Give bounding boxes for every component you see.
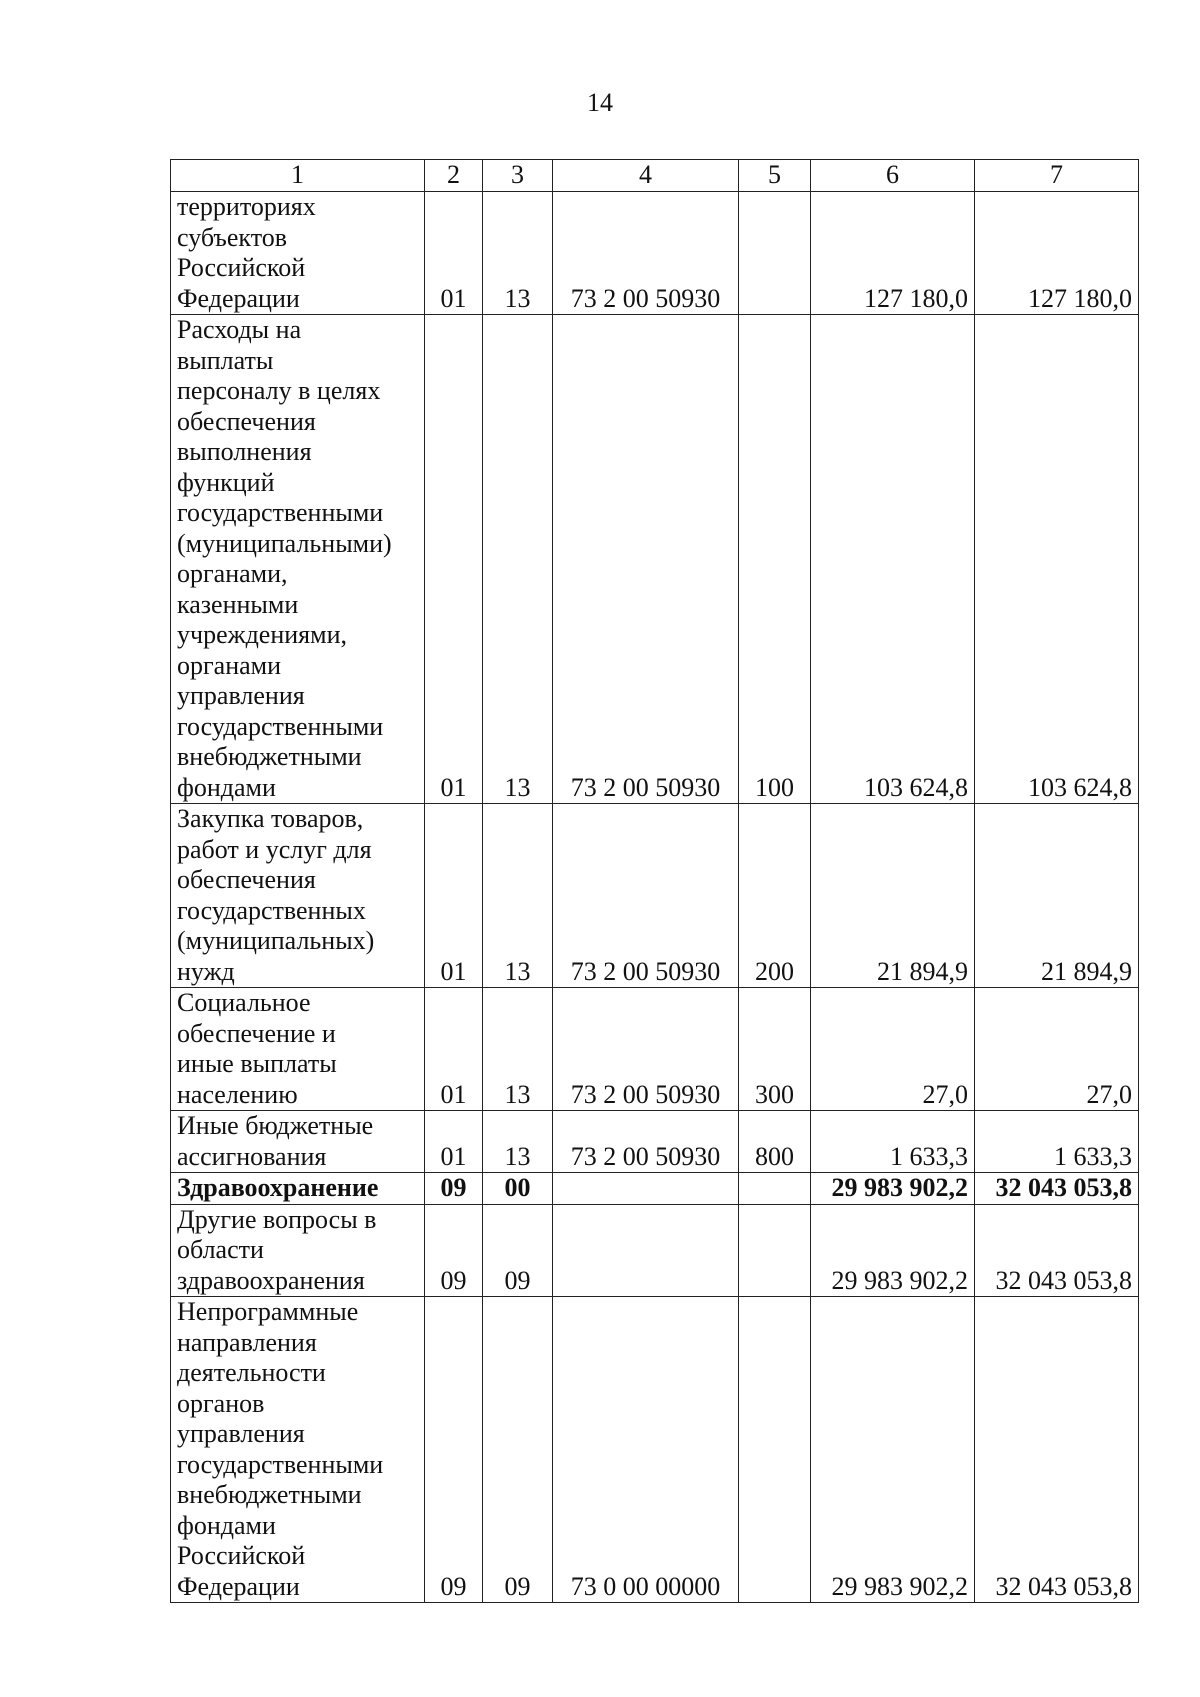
subsection-code-cell: 13 bbox=[483, 1111, 553, 1173]
budget-table bbox=[170, 159, 1139, 1603]
item-name-line: обеспечения bbox=[177, 865, 316, 894]
subsection-code-cell: 09 bbox=[483, 1204, 553, 1297]
item-name-line: работ и услуг для bbox=[177, 834, 372, 864]
item-name-line: выполнения bbox=[177, 437, 312, 466]
section-code-cell: 01 bbox=[425, 315, 483, 804]
item-name-cell bbox=[171, 315, 425, 804]
item-name-line: деятельности bbox=[177, 1358, 326, 1387]
item-name-line: Непрограммные bbox=[177, 1297, 359, 1326]
table-row bbox=[171, 1297, 1139, 1603]
amount-col7-cell: 21 894,9 bbox=[975, 804, 1139, 988]
target-article-cell: 73 2 00 50930 bbox=[553, 988, 739, 1111]
item-name-line: Федерации bbox=[177, 1571, 300, 1601]
item-name-line: (муниципальными) bbox=[177, 528, 392, 558]
column-header-6: 6 bbox=[811, 160, 975, 192]
item-name-line: выплаты bbox=[177, 345, 274, 375]
target-article-cell: 73 2 00 50930 bbox=[553, 804, 739, 988]
table-header-row bbox=[171, 160, 1139, 192]
subsection-code-cell: 13 bbox=[483, 804, 553, 988]
expense-type-cell: 200 bbox=[739, 804, 811, 988]
section-code-cell: 01 bbox=[425, 1111, 483, 1173]
subsection-code-cell: 13 bbox=[483, 315, 553, 804]
amount-col6-cell: 21 894,9 bbox=[811, 804, 975, 988]
item-name-line: органов bbox=[177, 1388, 265, 1418]
item-name-line: государственных bbox=[177, 895, 366, 925]
amount-col7-cell: 127 180,0 bbox=[975, 192, 1139, 315]
amount-col7-cell: 27,0 bbox=[975, 988, 1139, 1111]
item-name-line: государственными bbox=[177, 711, 384, 741]
table-row bbox=[171, 804, 1139, 988]
item-name-line: персоналу в целях bbox=[177, 376, 381, 405]
amount-col6-cell: 29 983 902,2 bbox=[811, 1173, 975, 1205]
item-name-cell bbox=[171, 804, 425, 988]
section-code-cell: 09 bbox=[425, 1204, 483, 1297]
expense-type-cell: 300 bbox=[739, 988, 811, 1111]
item-name-cell bbox=[171, 1297, 425, 1603]
item-name-line: фондами bbox=[177, 772, 276, 802]
target-article-cell: 73 0 00 00000 bbox=[553, 1297, 739, 1603]
item-name-cell bbox=[171, 988, 425, 1111]
table-body bbox=[171, 192, 1139, 1603]
amount-col7-cell: 32 043 053,8 bbox=[975, 1297, 1139, 1603]
target-article-cell: 73 2 00 50930 bbox=[553, 315, 739, 804]
item-name-line: Расходы на bbox=[177, 315, 302, 344]
item-name-line: Российской bbox=[177, 1541, 306, 1570]
table-row bbox=[171, 192, 1139, 315]
amount-col7-cell: 1 633,3 bbox=[975, 1111, 1139, 1173]
column-header-2: 2 bbox=[425, 160, 483, 192]
section-code-cell: 09 bbox=[425, 1173, 483, 1205]
column-header-7: 7 bbox=[975, 160, 1139, 192]
item-name-line: казенными bbox=[177, 589, 299, 619]
item-name-line: управления bbox=[177, 1419, 305, 1448]
section-code-cell: 09 bbox=[425, 1297, 483, 1603]
expense-type-cell bbox=[739, 192, 811, 315]
subsection-code-cell: 09 bbox=[483, 1297, 553, 1603]
table-row bbox=[171, 1173, 1139, 1205]
item-name-line: Социальное bbox=[177, 988, 311, 1017]
table-row bbox=[171, 988, 1139, 1111]
table-row bbox=[171, 1204, 1139, 1297]
expense-type-cell bbox=[739, 1173, 811, 1205]
target-article-cell bbox=[553, 1204, 739, 1297]
item-name-line: Федерации bbox=[177, 283, 300, 313]
item-name-line: Иные бюджетные bbox=[177, 1111, 374, 1140]
item-name-line: функций bbox=[177, 467, 275, 497]
amount-col7-cell: 103 624,8 bbox=[975, 315, 1139, 804]
item-name-line: Закупка товаров, bbox=[177, 804, 364, 833]
table-row bbox=[171, 315, 1139, 804]
item-name-line: обеспечения bbox=[177, 406, 316, 436]
item-name-line: населению bbox=[177, 1079, 298, 1109]
amount-col6-cell: 127 180,0 bbox=[811, 192, 975, 315]
item-name-line: Здравоохранение bbox=[177, 1173, 379, 1202]
item-name-line: области bbox=[177, 1235, 264, 1264]
expense-type-cell bbox=[739, 1297, 811, 1603]
section-code-cell: 01 bbox=[425, 804, 483, 988]
item-name-line: органами bbox=[177, 650, 282, 680]
column-header-5: 5 bbox=[739, 160, 811, 192]
item-name-line: государственными bbox=[177, 498, 384, 527]
item-name-line: учреждениями, bbox=[177, 620, 348, 649]
page-number: 14 bbox=[587, 88, 613, 117]
amount-col7-cell: 32 043 053,8 bbox=[975, 1204, 1139, 1297]
item-name-line: здравоохранения bbox=[177, 1265, 365, 1295]
item-name-line: Российской bbox=[177, 253, 306, 282]
target-article-cell: 73 2 00 50930 bbox=[553, 192, 739, 315]
item-name-line: иные выплаты bbox=[177, 1049, 337, 1078]
item-name-line: нужд bbox=[177, 956, 235, 986]
subsection-code-cell: 13 bbox=[483, 192, 553, 315]
item-name-line: внебюджетными bbox=[177, 742, 362, 771]
item-name-cell bbox=[171, 1204, 425, 1297]
item-name-line: направления bbox=[177, 1327, 317, 1357]
expense-type-cell: 800 bbox=[739, 1111, 811, 1173]
expense-type-cell: 100 bbox=[739, 315, 811, 804]
item-name-line: фондами bbox=[177, 1510, 276, 1540]
amount-col6-cell: 103 624,8 bbox=[811, 315, 975, 804]
item-name-cell bbox=[171, 192, 425, 315]
item-name-line: управления bbox=[177, 681, 305, 710]
item-name-line: территориях bbox=[177, 192, 316, 221]
column-header-1: 1 bbox=[171, 160, 425, 192]
item-name-line: ассигнования bbox=[177, 1141, 327, 1171]
item-name-cell bbox=[171, 1111, 425, 1173]
target-article-cell bbox=[553, 1173, 739, 1205]
target-article-cell: 73 2 00 50930 bbox=[553, 1111, 739, 1173]
amount-col6-cell: 29 983 902,2 bbox=[811, 1297, 975, 1603]
item-name-line: обеспечение и bbox=[177, 1018, 336, 1048]
subsection-code-cell: 00 bbox=[483, 1173, 553, 1205]
expense-type-cell bbox=[739, 1204, 811, 1297]
amount-col6-cell: 1 633,3 bbox=[811, 1111, 975, 1173]
table-row bbox=[171, 1111, 1139, 1173]
item-name-line: Другие вопросы в bbox=[177, 1204, 377, 1234]
item-name-line: государственными bbox=[177, 1449, 384, 1479]
amount-col6-cell: 27,0 bbox=[811, 988, 975, 1111]
section-code-cell: 01 bbox=[425, 988, 483, 1111]
item-name-line: органами, bbox=[177, 559, 288, 588]
item-name-line: (муниципальных) bbox=[177, 926, 375, 955]
item-name-line: внебюджетными bbox=[177, 1480, 362, 1509]
item-name-cell bbox=[171, 1173, 425, 1205]
amount-col7-cell: 32 043 053,8 bbox=[975, 1173, 1139, 1205]
column-header-4: 4 bbox=[553, 160, 739, 192]
item-name-line: субъектов bbox=[177, 222, 288, 252]
subsection-code-cell: 13 bbox=[483, 988, 553, 1111]
amount-col6-cell: 29 983 902,2 bbox=[811, 1204, 975, 1297]
column-header-3: 3 bbox=[483, 160, 553, 192]
section-code-cell: 01 bbox=[425, 192, 483, 315]
